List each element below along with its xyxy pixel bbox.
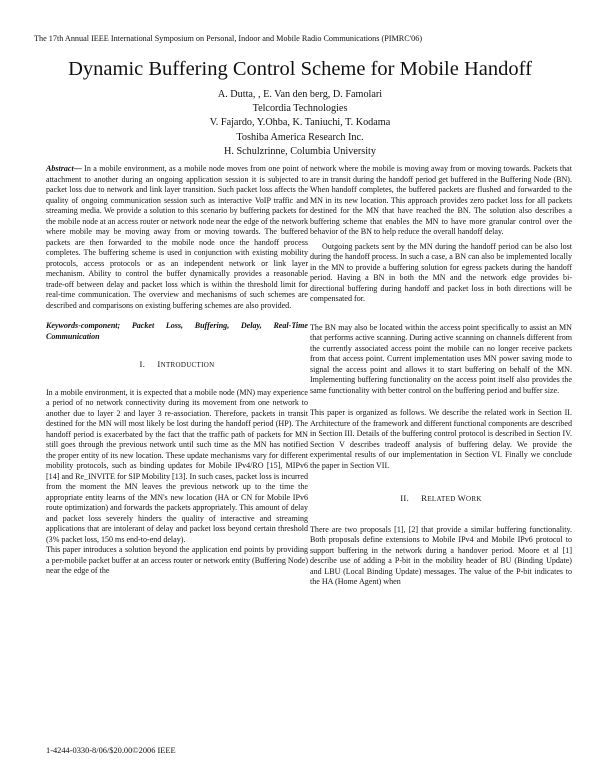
abstract-text: In a mobile environment, as a mobile node moves from one point of attachment to another during an ongoing application session it is subjected to packet loss due to network and link layer transition. Such packet loss affects the quality of ongoing communication session such as interactive VoIP traffic and streaming media. We provide a solution to this scenario by buffering packets for the mobile node at an access router or network node near the edge of the network where mobile may be moving away from or moving towards. The buffered packets are then forwarded to the mobile node once the handoff process completes. The buffering scheme is used in conjunction with existing mobility protocols, access protocols or as an independent network or link layer mechanism. Ability to control the buffer dynamically provides a reasonable trade-off between delay and packet loss which is within the threshold limit for real-time communication. The overview and mechanisms of such schemes are described and comparisons on existing buffering schemes are also provided. [46, 164, 308, 310]
right-column [310, 164, 572, 588]
right-paragraph-2: Outgoing packets sent by the MN during the handoff period can be also lost during the handoff process. In such a case, a BN can also be implemented locally in the MN to provide a buffering solution for egress packets during the handoff period. Having a BN in both the MN and the network edge provides bi-directional buffering during handoff and packet loss in both directions will be compensated for. [310, 241, 572, 303]
author-line-2: V. Fajardo, Y.Ohba, K. Taniuchi, T. Kodama [209, 117, 391, 129]
section-heading-related-work: II. RELATED WORK [400, 493, 482, 503]
affiliation-1: Telcordia Technologies [252, 103, 348, 115]
intro-paragraph-1: In a mobile environment, it is expected that a mobile node (MN) may experience a period of no network connectivity during its movement from one network to another due to layer 2 and layer 3 re-association. Therefore, packets in transit destined for the MN will most likely be lost during the handoff period (HP). The handoff period is exacerbated by the fact that the traffic path of packets for MN still goes through the previous network until such time as the MN has notified the proper entity of its new location. These update mechanisms vary for different mobility protocols, such as binding updates for Mobile IPv4/RO [15], MIPv6 [14] and Re_INVITE for SIP Mobility [13]. In such cases, packet loss is incurred from the moment the MN leaves the previous network up to the time the appropriate entity learns of the MN's new location (HA or CN for Mobile IPv6 route optimization) and forwards the packets appropriately. This amount of delay and packet loss severely hinders the quality of interactive and streaming applications that are intolerant of delay and packet loss beyond certain threshold (3% packet loss, 150 ms end-to-end delay). [46, 387, 308, 544]
abstract [46, 164, 308, 311]
right-paragraph-1: network where the mobile is moving away from or moving towards. Packets that are in transit during the handoff period get buffered in the Buffering Node (BN). When handoff completes, the buffered packets are flushed and forwarded to the MN in its new location. This approach provides zero packet loss for all packets destined for the MN that have reached the BN. The solution also describes a buffering scheme that enables the MN to have more granular control over the behavior of the BN to help reduce the overall handoff delay. [310, 164, 572, 236]
author-line-1: A. Dutta, , E. Van den berg, D. Famolari [217, 89, 383, 100]
author-block [0, 88, 600, 159]
author-line-3: H. Schulzrinne, Columbia University [224, 145, 376, 157]
right-paragraph-5: There are two proposals [1], [2] that provide a similar buffering functionality. Both proposals define extensions to Mobile IPv4 and Mobile IPv6 protocol to support buffering in the network during a handover period. Moore et al [1] describe use of adding a P-bit in the mobility header of BU (Binding Update) and LBU (Local Binding Update) messages. The value of the P-bit indicates to the HA (Home Agent) when [310, 524, 572, 586]
abstract-lead: Abstract— [46, 164, 82, 173]
affiliation-2: Toshiba America Research Inc. [236, 131, 364, 143]
keywords: Keywords-component; Packet Loss, Buffering, Delay, Real-Time Communication [46, 321, 308, 341]
right-paragraph-3: The BN may also be located within the access point specifically to assist an MN that performs active scanning. During active scanning on channels different from the currently associated access point the mobile can no longer receive packets from that access point. Current implementation uses MN power saving mode to signal the access point and allows it to start buffering on behalf of the MN. Implementing buffering functionality on the access point itself also provides the same functionality with better control on the buffering period and buffer size. [310, 322, 572, 395]
left-column [46, 164, 308, 577]
right-paragraph-4: This paper is organized as follows. We describe the related work in Section II. Architecture of the framework and different functional components are described in Section III. Details of the buffering control protocol is described in Section IV. Section V describes tradeoff analysis of buffering delay. We provide the experimental results of our implementation in Section VI. Finally we conclude the paper in Section VII. [310, 408, 572, 470]
intro-paragraph-2: This paper introduces a solution beyond the application end points by providing a per-mobile packet buffer at an access router or network entity (Buffering Node) near the edge of the [46, 545, 308, 575]
copyright-footer: 1-4244-0330-8/06/$20.00©2006 IEEE [46, 746, 176, 755]
section-heading-introduction: I. INTRODUCTION [139, 359, 215, 369]
paper-title: Dynamic Buffering Control Scheme for Mobile Handoff [68, 58, 532, 80]
conference-header: The 17th Annual IEEE International Symposium on Personal, Indoor and Mobile Radio Communications (PIMRC'06) [34, 34, 423, 43]
